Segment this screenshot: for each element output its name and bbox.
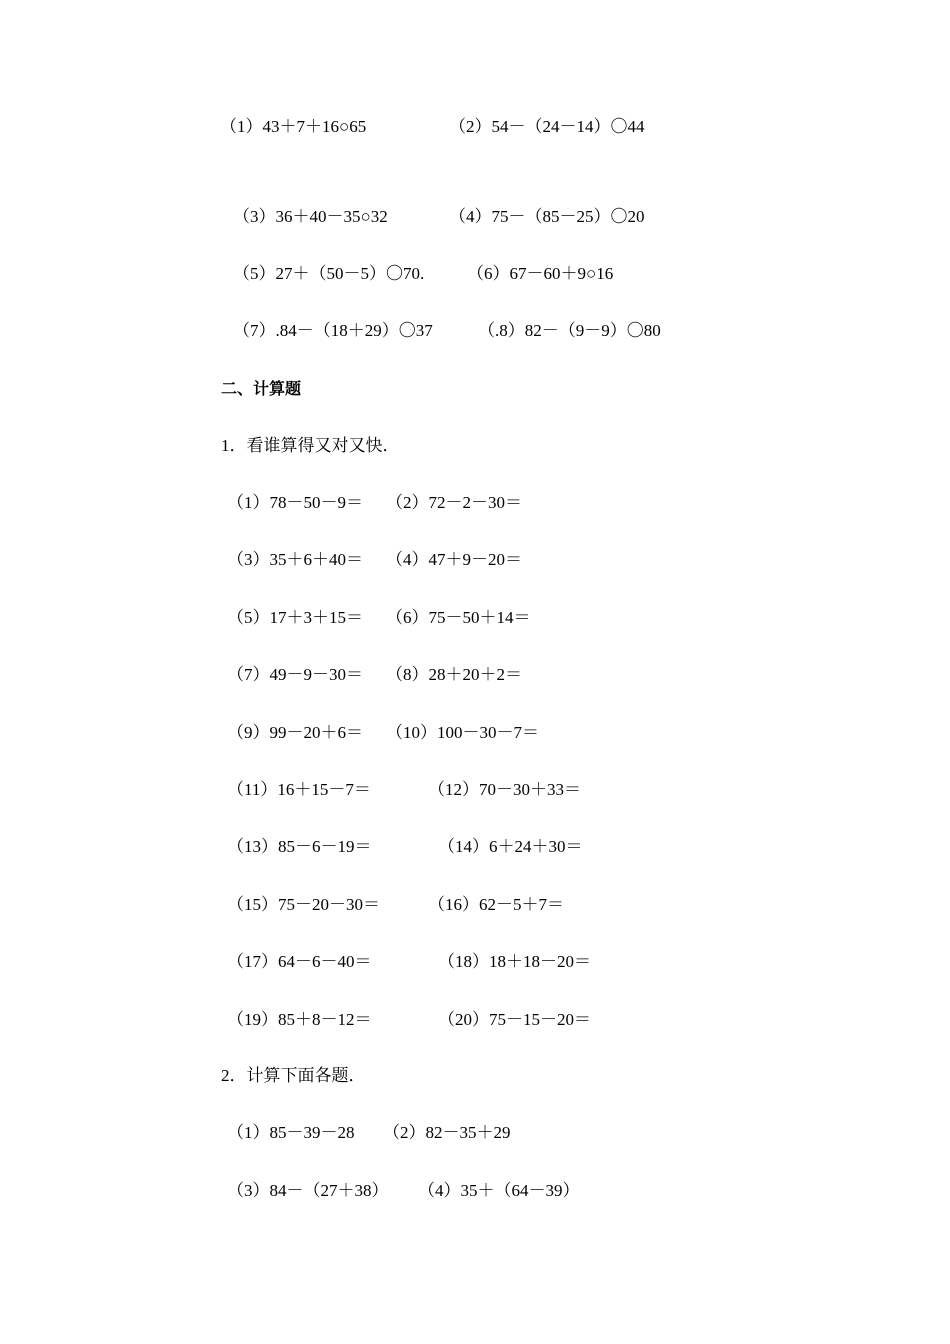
calc-item: （2）82－35＋29 [383,1123,511,1142]
compare-item: （1）43＋7＋16○65 [220,117,367,136]
compare-item: （4）75－（85－25）〇20 [449,207,645,226]
calc-item: （19）85＋8－12＝ [227,1009,372,1029]
calc-item: （7）49－9－30＝ [227,665,363,685]
question-title: 1．看谁算得又对又快． [221,436,400,455]
compare-item: （3）36＋40－35○32 [233,207,388,226]
calc-item: （6）75－50＋14＝ [386,607,531,627]
calc-item: （10）100－30－7＝ [386,722,539,742]
calc-item: （2）72－2－30＝ [386,493,522,512]
calc-item: （13）85－6－19＝ [227,837,372,857]
calc-item: （11）16＋15－7＝ [227,780,371,799]
calc-item: （4）47＋9－20＝ [386,550,522,570]
calc-item: （3）84－（27＋38） [227,1181,389,1200]
calc-item: （12）70－30＋33＝ [428,780,581,799]
compare-item: （7）.84－（18＋29）〇37 [233,321,433,340]
calc-item: （1）78－50－9＝ [227,493,363,512]
calc-item: （20）75－15－20＝ [438,1009,591,1029]
calc-item: （18）18＋18－20＝ [438,952,591,972]
calc-item: （5）17＋3＋15＝ [227,607,363,627]
calc-item: （16）62－5＋7＝ [428,894,564,914]
calc-item: （8）28＋20＋2＝ [386,665,522,685]
calc-item: （4）35＋（64－39） [418,1181,580,1200]
question-title: 2．计算下面各题． [221,1066,366,1085]
compare-item: （.8）82－（9－9）〇80 [478,321,661,340]
calc-item: （9）99－20＋6＝ [227,722,363,742]
calc-item: （3）35＋6＋40＝ [227,550,363,570]
compare-item: （6）67－60＋9○16 [467,264,614,283]
calc-item: （17）64－6－40＝ [227,952,372,972]
calc-item: （14）6＋24＋30＝ [438,837,583,857]
section-title: 二、计算题 [221,379,302,398]
compare-item: （2）54－（24－14）〇44 [449,117,645,136]
calc-item: （15）75－20－30＝ [227,894,380,914]
calc-item: （1）85－39－28 [227,1123,355,1142]
compare-item: （5）27＋（50－5）〇70. [233,264,425,283]
